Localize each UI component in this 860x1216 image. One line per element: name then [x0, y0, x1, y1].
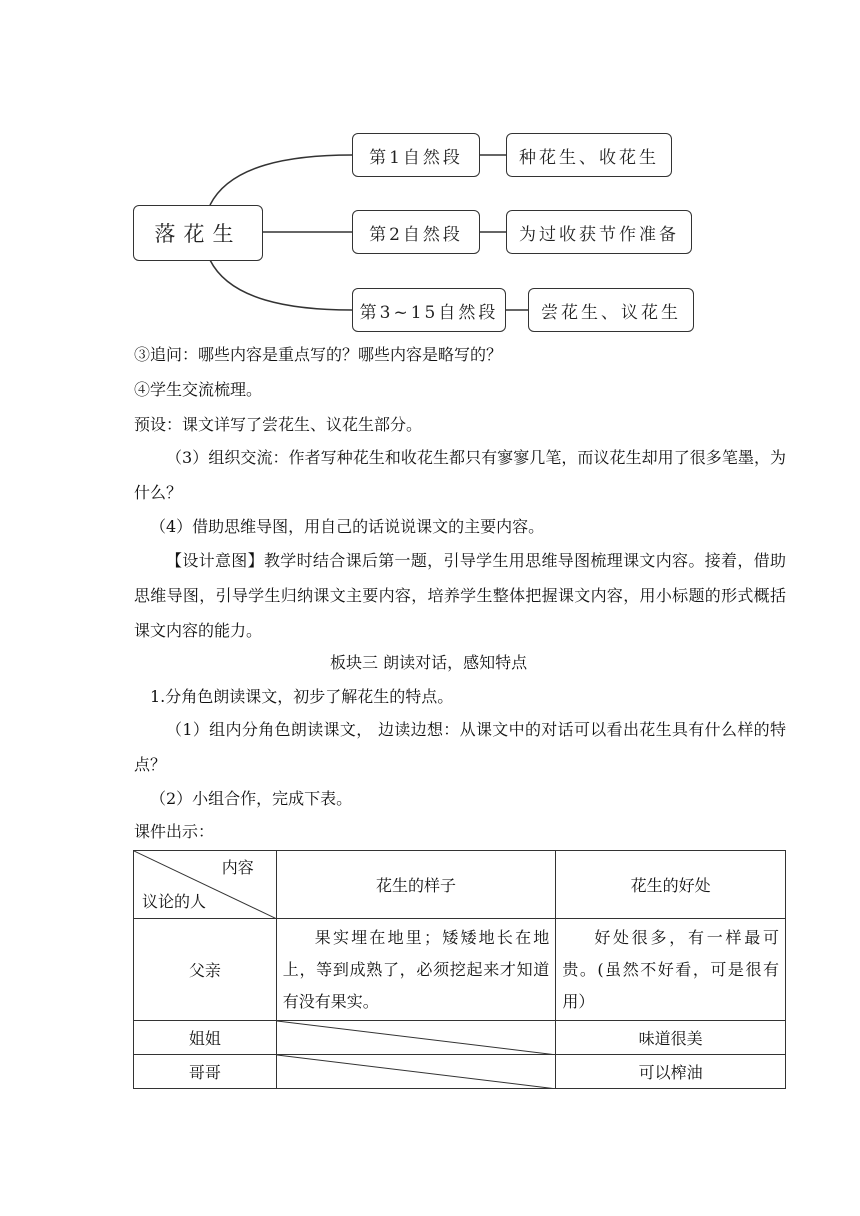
row-person: 姐姐 — [134, 1021, 277, 1055]
paragraph-design-intent: 【设计意图】教学时结合课后第一题，引导学生用思维导图梳理课文内容。接着，借助思维导图，引导学生归纳课文主要内容，培养学生整体把握课文内容，用小标题的形式概括课文内容的能力。 — [134, 551, 786, 640]
table-corner-cell — [134, 851, 277, 919]
paragraph-courseware: 课件出示： — [134, 822, 215, 841]
row-person: 父亲 — [134, 919, 277, 1021]
header-appearance: 花生的样子 — [276, 851, 556, 919]
table-row — [134, 919, 786, 1021]
paragraph-preset: 预设：课文详写了尝花生、议花生部分。 — [134, 415, 423, 434]
mindmap-section-1: 第1自然段 — [352, 133, 480, 177]
row-benefit: 好处很多，有一样最可贵。(虽然不好看，可是很有用） — [556, 919, 786, 1021]
row-benefit: 味道很美 — [556, 1021, 786, 1055]
diagonal-line — [277, 1021, 557, 1055]
mindmap-content-1: 种花生、收花生 — [506, 133, 672, 177]
row-benefit: 可以榨油 — [556, 1055, 786, 1089]
section-heading: 板块三 朗读对话，感知特点 — [330, 653, 528, 672]
paragraph-group-cooperation: （2）小组合作，完成下表。 — [150, 789, 353, 808]
row-appearance-empty — [276, 1021, 556, 1055]
table-header-row — [134, 851, 786, 919]
table-row — [134, 1055, 786, 1089]
mindmap-content-2: 为过收获节作准备 — [506, 210, 692, 254]
header-benefit: 花生的好处 — [556, 851, 786, 919]
paragraph-organize-exchange: （3）组织交流：作者写种花生和收花生都只有寥寥几笔，而议花生却用了很多笔墨，为什么？ — [134, 448, 786, 502]
table-row — [134, 1021, 786, 1055]
mindmap-content-3: 尝花生、议花生 — [528, 288, 694, 332]
row-appearance-empty — [276, 1055, 556, 1089]
paragraph-retell: （4）借助思维导图，用自己的话说说课文的主要内容。 — [150, 517, 545, 536]
paragraph-student-exchange: ④学生交流梳理。 — [134, 380, 263, 399]
row-appearance: 果实埋在地里；矮矮地长在地上，等到成熟了，必须挖起来才知道有没有果实。 — [276, 919, 556, 1021]
mindmap-section-3: 第3~15自然段 — [352, 288, 506, 332]
header-content-label: 内容 — [221, 858, 254, 877]
mindmap-root: 落花生 — [133, 205, 263, 261]
row-person: 哥哥 — [134, 1055, 277, 1089]
header-person-label: 议论的人 — [142, 892, 207, 911]
peanut-table — [133, 850, 786, 1089]
paragraph-role-reading: 1.分角色朗读课文，初步了解花生的特点。 — [150, 687, 454, 706]
diagonal-line — [277, 1055, 557, 1089]
mindmap-section-2: 第2自然段 — [352, 210, 480, 254]
paragraph-followup-question: ③追问：哪些内容是重点写的？哪些内容是略写的？ — [134, 345, 503, 364]
paragraph-group-reading: （1）组内分角色朗读课文， 边读边想：从课文中的对话可以看出花生具有什么样的特点？ — [134, 720, 786, 774]
